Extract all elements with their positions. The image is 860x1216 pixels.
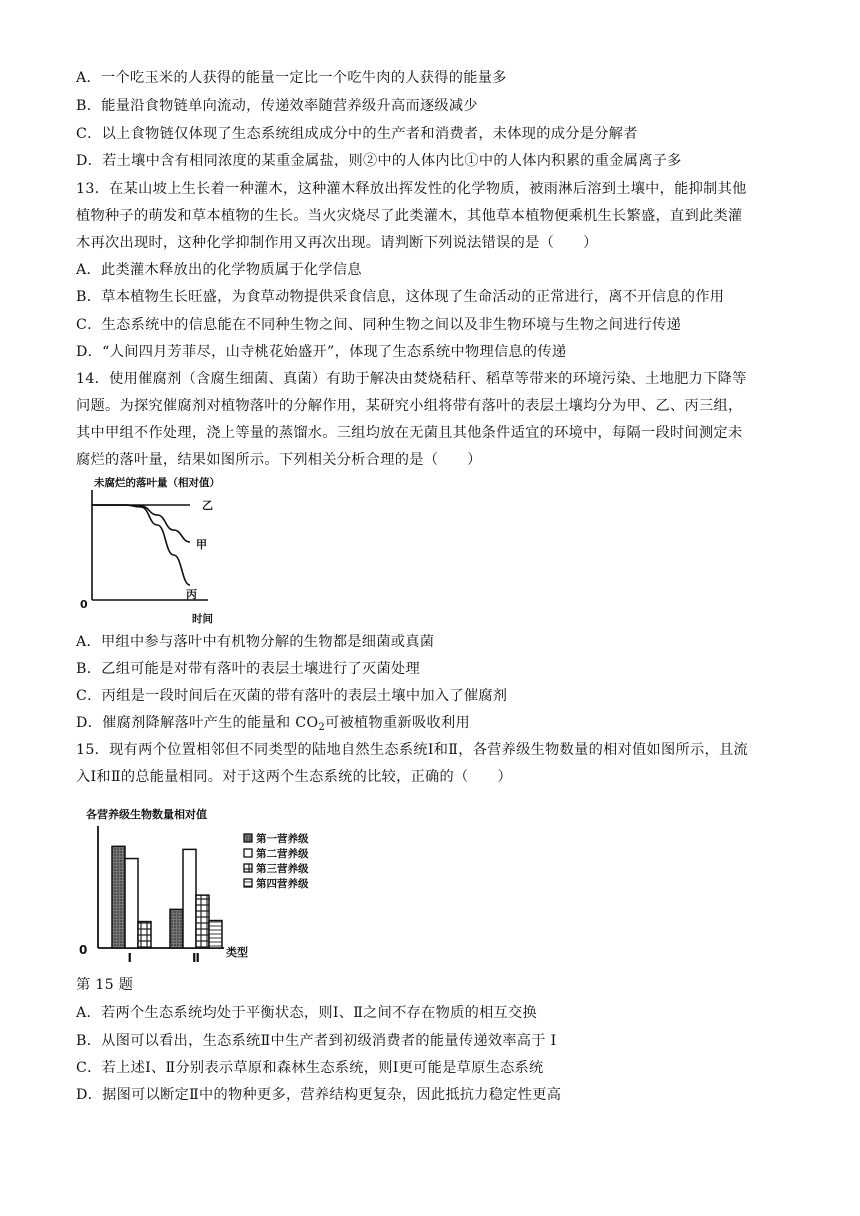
q15-legend-label-3: 第四营养级 xyxy=(256,878,309,890)
q15-bar-Ⅱ-第二营养级 xyxy=(183,849,196,948)
q15-bar-Ⅰ-第三营养级 xyxy=(138,922,151,948)
q15-legend-label-1: 第二营养级 xyxy=(256,848,309,860)
q14-option-a: A．甲组中参与落叶中有机物分解的生物都是细菌或真菌 xyxy=(76,634,435,650)
q14-series-label-丙: 丙 xyxy=(186,588,197,601)
q15-bar-chart xyxy=(78,800,338,970)
q14-series-label-甲: 甲 xyxy=(196,538,207,551)
q14-stem-line4: 腐烂的落叶量，结果如图所示。下列相关分析合理的是（ ） xyxy=(76,452,482,468)
q15-option-b: B．从图可以看出，生态系统Ⅱ中生产者到初级消费者的能量传递效率高于 Ⅰ xyxy=(76,1033,557,1049)
q15-chart-xlabel: 类型 xyxy=(226,946,248,959)
q15-legend-label-2: 第三营养级 xyxy=(256,863,309,875)
q15-category-labels xyxy=(128,951,200,965)
q14-series-group xyxy=(92,499,213,601)
q12-option-c: C．以上食物链仅体现了生态系统组成成分中的生产者和消费者，未体现的成分是分解者 xyxy=(76,126,638,142)
q14-chart-ylabel: 未腐烂的落叶量（相对值） xyxy=(94,477,220,489)
q15-category-1: Ⅱ xyxy=(192,951,200,965)
q13-stem-line3: 木再次出现时，这种化学抑制作用又再次出现。请判断下列说法错误的是（ ） xyxy=(76,235,598,251)
q15-stem-line2: 入Ⅰ和Ⅱ的总能量相同。对于这两个生态系统的比较，正确的（ ） xyxy=(76,769,512,785)
q14-stem-line1: 14．使用催腐剂（含腐生细菌、真菌）有助于解决由焚烧秸秆、稻草等带来的环境污染、土地肥力下降等 xyxy=(76,371,747,387)
q14-chart-xlabel: 时间 xyxy=(192,613,213,625)
q15-bar-Ⅱ-第一营养级 xyxy=(170,909,183,948)
q15-category-0: Ⅰ xyxy=(127,951,132,965)
q12-option-b: B．能量沿食物链单向流动，传递效率随营养级升高而逐级减少 xyxy=(76,98,478,114)
q14-series-label-乙: 乙 xyxy=(202,499,213,512)
q15-legend-swatch-3 xyxy=(244,879,252,887)
q13-option-c: C．生态系统中的信息能在不同种生物之间、同种生物之间以及非生物环境与生物之间进行传递 xyxy=(76,317,682,333)
q15-option-c: C．若上述Ⅰ、Ⅱ分别表示草原和森林生态系统，则Ⅰ更可能是草原生态系统 xyxy=(76,1060,544,1076)
q15-origin-label: 0 xyxy=(79,943,88,957)
q14-option-d-sub: 2 xyxy=(318,722,326,733)
q15-legend xyxy=(244,832,309,890)
q15-legend-swatch-1 xyxy=(244,849,252,857)
q14-line-chart xyxy=(78,472,238,628)
q14-option-b: B．乙组可能是对带有落叶的表层土壤进行了灭菌处理 xyxy=(76,661,420,677)
q14-origin-label: 0 xyxy=(80,598,88,611)
q14-series-line-甲 xyxy=(92,505,190,542)
q15-legend-label-0: 第一营养级 xyxy=(256,833,309,845)
q14-series-line-丙 xyxy=(92,505,190,585)
q14-option-c: C．丙组是一段时间后在灭菌的带有落叶的表层土壤中加入了催腐剂 xyxy=(76,688,508,704)
q15-chart-ylabel: 各营养级生物数量相对值 xyxy=(86,808,207,821)
q14-option-d-post: 可被植物重新吸收利用 xyxy=(325,715,470,731)
q12-option-a: A．一个吃玉米的人获得的能量一定比一个吃牛肉的人获得的能量多 xyxy=(76,70,507,86)
q15-bar-Ⅱ-第三营养级 xyxy=(196,895,209,948)
q15-bar-Ⅰ-第一营养级 xyxy=(112,846,125,948)
q14-stem-line3: 其中甲组不作处理，浇上等量的蒸馏水。三组均放在无菌且其他条件适宜的环境中，每隔一段时间测定未 xyxy=(76,425,743,441)
q15-stem-line1: 15．现有两个位置相邻但不同类型的陆地自然生态系统Ⅰ和Ⅱ，各营养级生物数量的相对值如图所示，且流 xyxy=(76,742,748,758)
q14-option-d xyxy=(76,713,788,733)
q14-option-d-pre: D．催腐剂降解落叶产生的能量和 CO xyxy=(76,715,319,731)
q15-legend-swatch-2 xyxy=(244,864,252,872)
q13-stem-line1: 13．在某山坡上生长着一种灌木，这种灌木释放出挥发性的化学物质，被雨淋后溶到土壤中，能抑制其他 xyxy=(76,181,747,197)
q14-stem-line2: 问题。为探究催腐剂对植物落叶的分解作用，某研究小组将带有落叶的表层土壤均分为甲、乙、丙三组， xyxy=(76,398,743,414)
q15-option-d: D．据图可以断定Ⅱ中的物种更多，营养结构更复杂，因此抵抗力稳定性更高 xyxy=(76,1087,562,1103)
q15-bar-Ⅰ-第二营养级 xyxy=(125,859,138,948)
q15-caption: 第 15 题 xyxy=(76,977,134,993)
q12-option-d: D．若土壤中含有相同浓度的某重金属盐，则②中的人体内比①中的人体内积累的重金属离子多 xyxy=(76,153,682,169)
q15-legend-swatch-0 xyxy=(244,834,252,842)
q13-option-d: D．“人间四月芳菲尽，山寺桃花始盛开”，体现了生态系统中物理信息的传递 xyxy=(76,344,567,360)
q15-bars-group xyxy=(112,846,222,948)
q13-stem-line2: 植物种子的萌发和草本植物的生长。当火灾烧尽了此类灌木，其他草本植物便乘机生长繁盛，直到此类灌 xyxy=(76,208,743,224)
q13-option-a: A．此类灌木释放出的化学物质属于化学信息 xyxy=(76,262,362,278)
q15-option-a: A．若两个生态系统均处于平衡状态，则Ⅰ、Ⅱ之间不存在物质的相互交换 xyxy=(76,1005,538,1021)
q13-option-b: B．草本植物生长旺盛，为食草动物提供采食信息，这体现了生命活动的正常进行，离不开信息的作用 xyxy=(76,289,725,305)
q15-bar-Ⅱ-第四营养级 xyxy=(209,921,222,948)
